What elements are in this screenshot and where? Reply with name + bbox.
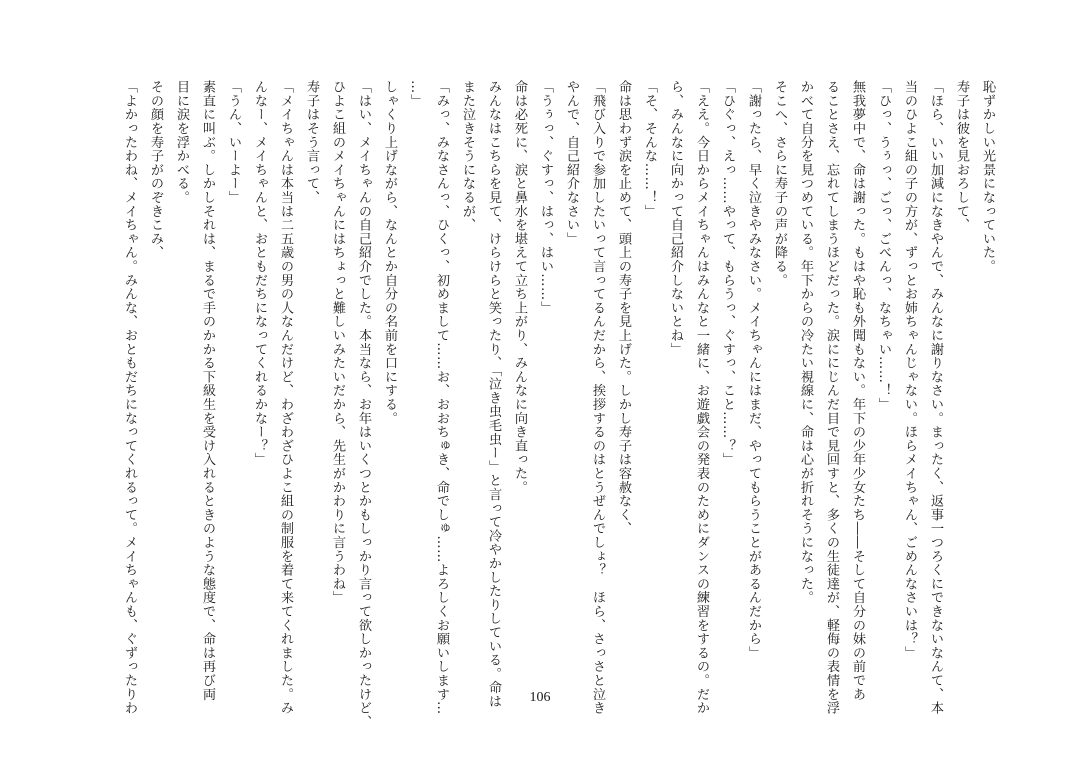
page-number: 106 bbox=[529, 690, 551, 705]
text-line: 目に涙を浮かべる。 bbox=[174, 80, 189, 205]
text-line: んなー、メイちゃんと、おともだちになってくれるかなー？」 bbox=[252, 80, 267, 467]
text-line: 「よかったわね、メイちゃん。みんな、おともだちになってくれるって。メイちゃんも、ぐずったりわ bbox=[122, 80, 137, 715]
text-line: 素直に叫ぶ。しかしそれは、まるで手のかかる下級生を受け入れるときのような態度で、命は再び両 bbox=[200, 80, 215, 701]
text-line: その顔を寿子がのぞきこみ、 bbox=[148, 80, 163, 260]
text-line: 「謝ったら、早く泣きやみなさい。メイちゃんにはまだ、やってもらうことがあるんだから」 bbox=[746, 80, 761, 660]
text-line: みんなはこちらを見て、けらけらと笑ったり、「泣き虫毛虫ー」と言って冷やかしたりしている。命は bbox=[486, 80, 501, 709]
text-line: 命は思わず涙を止めて、頭上の寿子を見上げた。しかし寿子は容赦なく、 bbox=[616, 80, 631, 536]
text-line: 命は必死に、涙と鼻水を堪えて立ち上がり、みんなに向き直った。 bbox=[512, 80, 527, 494]
text-line: 「メイちゃんは本当は二五歳の男の人なんだけど、わざわざひよこ組の制服を着て来てくれました。み bbox=[278, 80, 293, 715]
text-line: 寿子はそう言って、 bbox=[304, 80, 319, 205]
text-line: 「はい、メイちゃんの自己紹介でした。本当なら、お年はいくつとかもしっかり言って欲しかったけど、 bbox=[356, 80, 371, 729]
text-line: 「みっ、みなさんっ、ひくっ、初めまして……お、おおちゅき、命でしゅ……よろしくお願いします… bbox=[434, 80, 449, 715]
text-line: 当のひよこ組の子の方が、ずっとお姉ちゃんじゃない。ほらメイちゃん、ごめんなさいは？」 bbox=[902, 80, 917, 660]
text-line: 恥ずかしい光景になっていた。 bbox=[980, 80, 995, 274]
text-line: しゃくり上げながら、なんとか自分の名前を口にする。 bbox=[382, 80, 397, 425]
text-line: やんで、自己紹介なさい」 bbox=[564, 80, 579, 246]
text-line: 「ひっ、うぅっ、ごっ、ごべんっ、なちゃい……！」 bbox=[876, 80, 891, 412]
text-line: 「ほら、いい加減になきやんで、みんなに謝りなさい。まったく、返事一つろくにできないなんて、本 bbox=[928, 80, 943, 715]
text-line: 「うん、いーよー」 bbox=[226, 80, 241, 205]
text-line: 「うぅっ、ぐすっ、はっ、はい……」 bbox=[538, 80, 553, 315]
text-line: 「ひぐっ、えっ……やって、もらうっ、ぐすっ、こと……？」 bbox=[720, 80, 735, 467]
text-line: ら、みんなに向かって自己紹介しないとね」 bbox=[668, 80, 683, 356]
text-line: 寿子は彼を見おろして、 bbox=[954, 80, 969, 232]
text-line: 「そ、そんな……！」 bbox=[642, 80, 657, 218]
text-line: また泣きそうになるが、 bbox=[460, 80, 475, 232]
text-line: 「ええ。今日からメイちゃんはみんなと一緒に、お遊戯会の発表のためにダンスの練習をするの。だか bbox=[694, 80, 709, 715]
text-line: 「飛び入りで参加したいって言ってるんだから、挨拶するのはとうぜんでしょ？ ほら、さっさと泣き bbox=[590, 80, 605, 715]
text-line: ることさえ、忘れてしまうほどだった。涙ににじんだ目で見回すと、多くの生徒達が、軽侮の表情を浮 bbox=[824, 80, 839, 715]
text-line: ひよこ組のメイちゃんにはちょっと難しいみたいだから、先生がかわりに言うわね」 bbox=[330, 80, 345, 605]
text-line: …」 bbox=[408, 80, 423, 108]
text-line: そこへ、さらに寿子の声が降る。 bbox=[772, 80, 787, 287]
text-line: かべて自分を見つめている。年下からの冷たい視線に、命は心が折れそうになった。 bbox=[798, 80, 813, 605]
text-line: 無我夢中で、命は謝った。もはや恥も外聞もない。年下の少年少女たち――そして自分の妹の前であ bbox=[850, 80, 865, 701]
